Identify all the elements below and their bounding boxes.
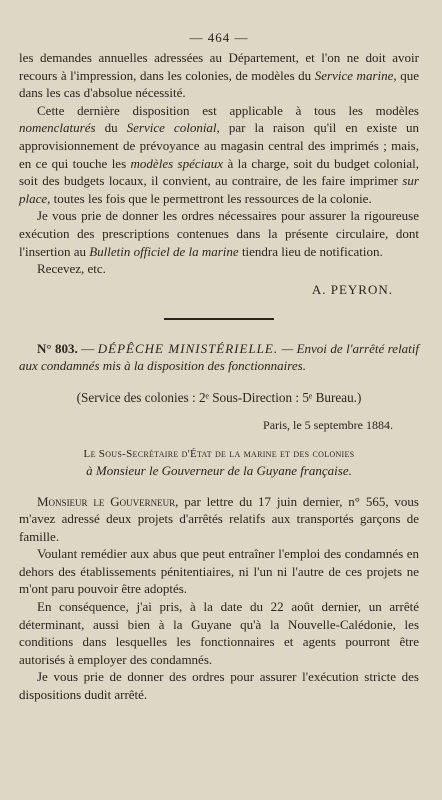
emphasis-bulletin-officiel: Bulletin officiel de la marine — [89, 243, 239, 259]
text-run: , par lettre du 17 juin dernier, n° 565, vous m'avez adressé deux projets d'arrêtés relatifs aux transportés garçons de famille. — [19, 493, 419, 544]
page-number: — 464 — — [189, 30, 249, 45]
dispatch-title: DÉPÊCHE MINISTÉRIELLE. — [97, 340, 279, 356]
dispatch-number: N° 803. — [37, 340, 78, 356]
paragraph-execution: Je vous prie de donner des ordres pour assurer l'exécution stricte des dispositions dudit arrêté. — [19, 669, 419, 703]
dispatch-heading — [19, 340, 419, 375]
paragraph-consequence: En conséquence, j'ai pris, à la date du 22 août dernier, un arrêté déterminant, aussi bien à la Guyane qu'à la Nouvelle-Calédonie, les conditions dans lesquelles les fonctionnaires et agents pourront être autorisés à employer des condamnés. — [19, 599, 419, 667]
text-run: — — [77, 340, 98, 356]
emphasis-nomenclatures: nomenclaturés — [19, 120, 96, 136]
emphasis-service-colonial: Service colonial — [126, 120, 217, 136]
sender-line: Le Sous-Secrétaire d'État de la marine et des colonies — [83, 447, 355, 460]
paragraph-orders — [19, 207, 419, 260]
emphasis-service-marine: Service marine — [314, 67, 394, 83]
paragraph-abuses: Voulant remédier aux abus que peut entraîner l'emploi des condamnés en dehors des établissements pénitentiaires, ni l'un ni l'autre de ces projets ne m'ont paru pouvoir être adoptés. — [19, 546, 419, 597]
paragraph-continuation — [19, 49, 419, 102]
signature: A. PEYRON. — [311, 281, 393, 297]
text-run: à la charge, soit du budget colonial, soit des budgets locaux, il convient, au contraire, de les faire imprimer — [19, 155, 419, 189]
text-run: du — [95, 120, 127, 136]
text-run: , toutes les fois que le permettront les ressources de la colonie. — [47, 190, 372, 206]
salutation: Monsieur le Gouverneur — [37, 493, 176, 509]
emphasis-modeles-speciaux: modèles spéciaux — [130, 155, 224, 171]
dateline: Paris, le 5 septembre 1884. — [263, 417, 393, 432]
text-run: les demandes annuelles adressées au Département, et l'on ne doit avoir recours à l'impression, dans les colonies, de modèles du — [19, 50, 419, 83]
text-run: tiendra lieu de notification. — [238, 243, 383, 259]
text-run: , que dans les cas d'absolue nécessité. — [19, 67, 419, 101]
paragraph-letter-reference — [19, 493, 419, 546]
section-divider — [164, 318, 274, 320]
text-run: Cette dernière disposition est applicable à tous les modèles — [37, 102, 419, 118]
service-line: (Service des colonies : 2ᵉ Sous-Direction : 5ᵉ Bureau.) — [76, 389, 362, 405]
dispatch-subject: — Envoi de l'arrêté relatif aux condamnés mis à la disposition des fonctionnaires. — [19, 340, 420, 374]
emphasis-sur-place: sur place — [19, 173, 419, 206]
closing-formula: Recevez, etc. — [37, 261, 106, 277]
paragraph-models — [19, 102, 419, 208]
text-run: Je vous prie de donner les ordres nécessaires pour assurer la rigoureuse exécution des prescriptions contenues dans la présente circulaire, dont l'insertion au — [19, 208, 419, 259]
text-run: , par la raison qu'il en existe un approvisionnement de prévoyance au magasin central des imprimés ; mais, en ce qui touche les — [19, 120, 420, 171]
recipient-line: à Monsieur le Gouverneur de la Guyane française. — [86, 462, 352, 478]
